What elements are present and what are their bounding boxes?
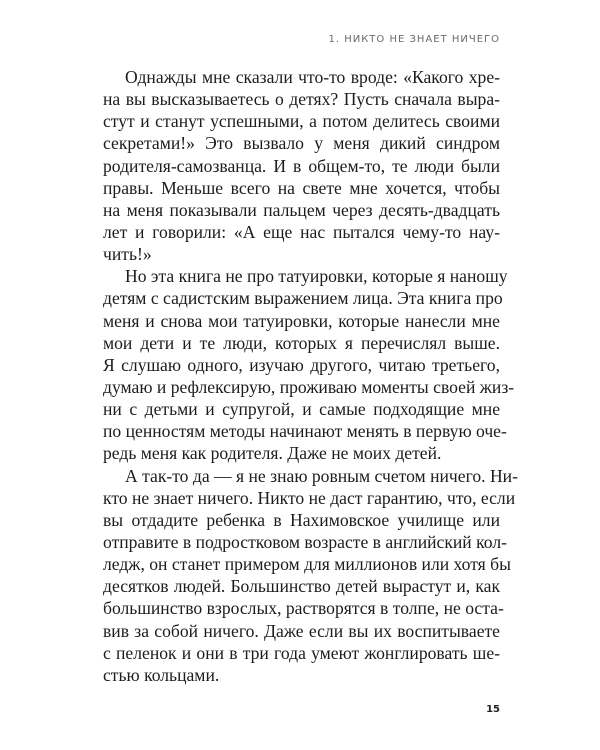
text-line: Я слушаю одного, изучаю другого, читаю третьего, [103,354,500,375]
text-line: вы отдадите ребенка в Нахимовское училище или [103,509,500,530]
text-line: меня и снова мои татуировки, которые нанесли мне [103,310,500,331]
text-line: десятков людей. Большинство детей вырастут и, как [103,576,500,597]
paragraph [103,66,500,265]
text-line: мои дети и те люди, которых я перечислял выше. [103,332,500,353]
text-line: ледж, он станет примером для миллионов или хотя бы [103,554,511,575]
text-line: лет и говорили: «А еще нас пытался чему-то нау- [103,221,500,242]
text-line: чить!» [103,244,152,265]
text-line: вив за собой ничего. Даже если вы их воспитываете [103,620,500,641]
paragraph [103,465,518,686]
paragraph [103,265,515,464]
text-line: большинство взрослых, растворятся в толпе, не оста- [103,598,504,619]
text-line: секретами!» Это вызвало у меня дикий синдром [103,133,500,154]
text-line: Однажды мне сказали что-то вроде: «Какого хре- [125,67,500,87]
text-line: с пеленок и они в три года умеют жонглировать ше- [103,642,500,663]
text-line: детям с садистским выражением лица. Эта книга про [103,288,503,309]
running-head: 1. НИКТО НЕ ЗНАЕТ НИЧЕГО [328,34,500,45]
text-line: отправите в подростковом возрасте в английский кол- [103,531,507,552]
text-line: родителя-самозванца. И в общем-то, те люди были [103,155,500,176]
text-line: на вы высказываетесь о детях? Пусть сначала выра- [103,89,500,110]
body-text [103,66,518,686]
text-line: по ценностям методы начинают менять в первую оче- [103,421,507,442]
text-line: стью кольцами. [103,664,220,685]
text-line: Но эта книга не про татуировки, которые я наношу [125,266,508,287]
text-line: ни с детьми и супругой, и самые подходящие мне [103,399,500,420]
text-line: думаю и рефлексирую, проживаю моменты своей жиз- [103,376,515,397]
text-line: А так-то да — я не знаю ровным счетом ничего. Ни- [125,465,518,486]
page-number: 15 [486,704,500,715]
text-line: правы. Меньше всего на свете мне хочется, чтобы [103,177,500,198]
text-line: кто не знает ничего. Никто не даст гарантию, что, если [103,487,516,508]
text-line: стут и станут успешными, а потом делитесь своими [103,111,500,132]
text-line: на меня показывали пальцем через десять-двадцать [103,199,500,220]
text-line: редь меня как родителя. Даже не моих детей. [103,443,442,464]
